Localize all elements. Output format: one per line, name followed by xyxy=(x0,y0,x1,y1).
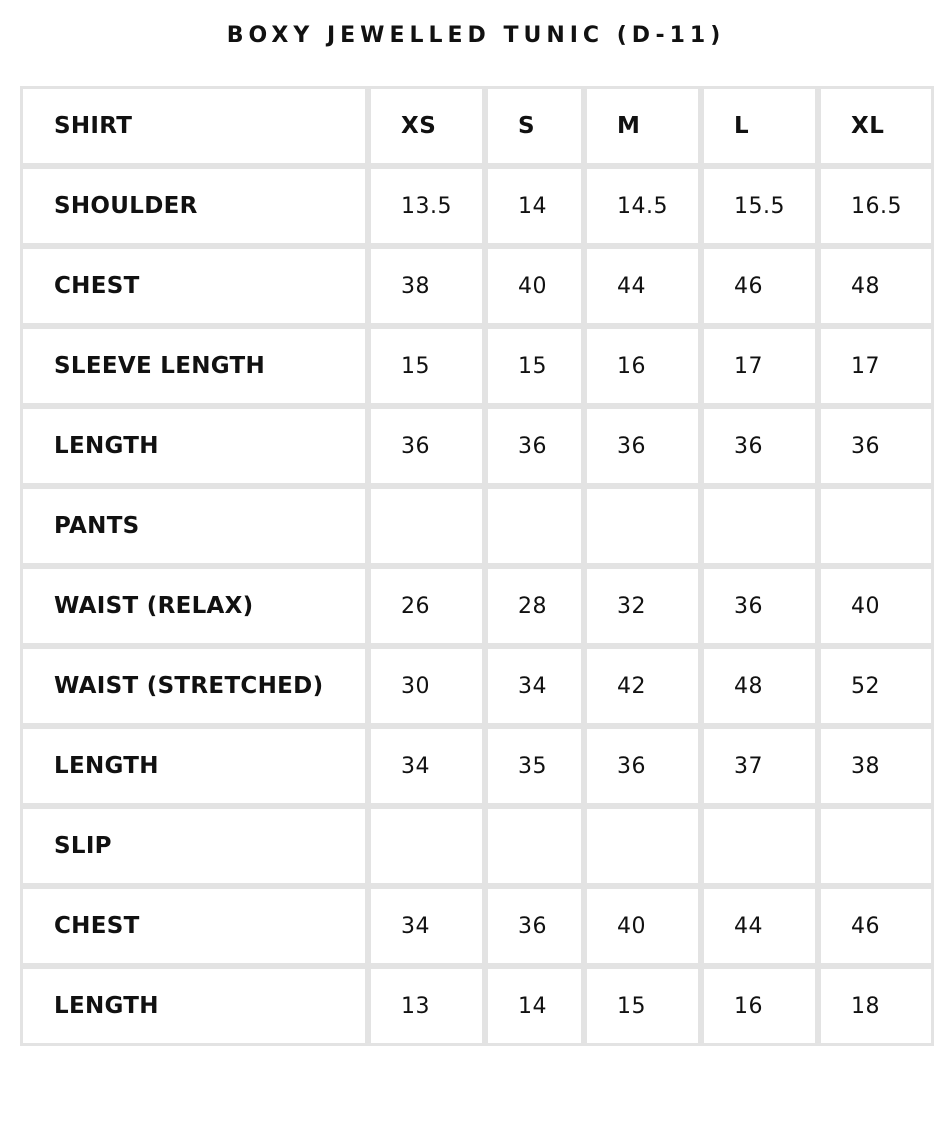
measurement-cell: 32 xyxy=(584,566,701,646)
measurement-cell xyxy=(818,486,934,566)
measurement-cell xyxy=(584,486,701,566)
measurement-cell xyxy=(818,806,934,886)
measurement-cell: 15 xyxy=(485,326,584,406)
measurement-cell xyxy=(485,486,584,566)
measurement-cell: 13.5 xyxy=(368,166,485,246)
row-label-cell: SHOULDER xyxy=(20,166,368,246)
table-row xyxy=(20,486,934,566)
measurement-cell: 46 xyxy=(818,886,934,966)
size-chart-table xyxy=(20,86,934,1046)
measurement-cell: 13 xyxy=(368,966,485,1046)
table-row xyxy=(20,246,934,326)
measurement-cell: 17 xyxy=(818,326,934,406)
measurement-cell: 18 xyxy=(818,966,934,1046)
table-row xyxy=(20,406,934,486)
size-header-xs: XS xyxy=(368,86,485,166)
row-label-cell: LENGTH xyxy=(20,726,368,806)
row-label-cell: LENGTH xyxy=(20,406,368,486)
table-row xyxy=(20,886,934,966)
measurement-cell xyxy=(584,806,701,886)
row-label-cell: SLEEVE LENGTH xyxy=(20,326,368,406)
measurement-cell: 36 xyxy=(584,406,701,486)
measurement-cell: 17 xyxy=(701,326,818,406)
measurement-cell: 36 xyxy=(701,566,818,646)
measurement-cell: 16 xyxy=(701,966,818,1046)
measurement-cell: 48 xyxy=(818,246,934,326)
row-label-cell: CHEST xyxy=(20,886,368,966)
measurement-cell: 16 xyxy=(584,326,701,406)
row-label-cell: WAIST (STRETCHED) xyxy=(20,646,368,726)
measurement-cell: 40 xyxy=(818,566,934,646)
measurement-cell: 26 xyxy=(368,566,485,646)
measurement-cell: 36 xyxy=(818,406,934,486)
measurement-cell: 14.5 xyxy=(584,166,701,246)
measurement-cell xyxy=(701,486,818,566)
row-label-cell: LENGTH xyxy=(20,966,368,1046)
measurement-cell: 34 xyxy=(368,886,485,966)
row-label-cell: CHEST xyxy=(20,246,368,326)
size-header-s: S xyxy=(485,86,584,166)
measurement-cell: 36 xyxy=(584,726,701,806)
measurement-cell: 42 xyxy=(584,646,701,726)
measurement-cell xyxy=(485,806,584,886)
measurement-cell: 44 xyxy=(701,886,818,966)
row-label-cell: PANTS xyxy=(20,486,368,566)
table-row xyxy=(20,806,934,886)
measurement-cell: 35 xyxy=(485,726,584,806)
measurement-cell: 37 xyxy=(701,726,818,806)
measurement-cell: 36 xyxy=(485,406,584,486)
measurement-cell: 36 xyxy=(701,406,818,486)
row-label-cell: SLIP xyxy=(20,806,368,886)
measurement-cell: 40 xyxy=(485,246,584,326)
measurement-cell: 34 xyxy=(485,646,584,726)
measurement-cell: 38 xyxy=(368,246,485,326)
measurement-cell: 28 xyxy=(485,566,584,646)
size-header-xl: XL xyxy=(818,86,934,166)
measurement-cell: 34 xyxy=(368,726,485,806)
table-row xyxy=(20,966,934,1046)
measurement-cell: 44 xyxy=(584,246,701,326)
measurement-cell: 40 xyxy=(584,886,701,966)
measurement-cell xyxy=(368,806,485,886)
measurement-cell: 48 xyxy=(701,646,818,726)
measurement-cell: 46 xyxy=(701,246,818,326)
measurement-cell: 38 xyxy=(818,726,934,806)
measurement-cell: 15.5 xyxy=(701,166,818,246)
measurement-cell: 14 xyxy=(485,966,584,1046)
measurement-cell: 52 xyxy=(818,646,934,726)
header-label-cell: SHIRT xyxy=(20,86,368,166)
measurement-cell: 30 xyxy=(368,646,485,726)
measurement-cell: 14 xyxy=(485,166,584,246)
row-label-cell: WAIST (RELAX) xyxy=(20,566,368,646)
measurement-cell: 15 xyxy=(368,326,485,406)
measurement-cell: 36 xyxy=(368,406,485,486)
measurement-cell: 15 xyxy=(584,966,701,1046)
table-row xyxy=(20,326,934,406)
table-row xyxy=(20,646,934,726)
table-row xyxy=(20,166,934,246)
table-row xyxy=(20,726,934,806)
measurement-cell: 16.5 xyxy=(818,166,934,246)
size-header-m: M xyxy=(584,86,701,166)
measurement-cell xyxy=(701,806,818,886)
table-header-row xyxy=(20,86,934,166)
measurement-cell xyxy=(368,486,485,566)
table-row xyxy=(20,566,934,646)
measurement-cell: 36 xyxy=(485,886,584,966)
size-header-l: L xyxy=(701,86,818,166)
page-title: BOXY JEWELLED TUNIC (D-11) xyxy=(226,23,726,48)
